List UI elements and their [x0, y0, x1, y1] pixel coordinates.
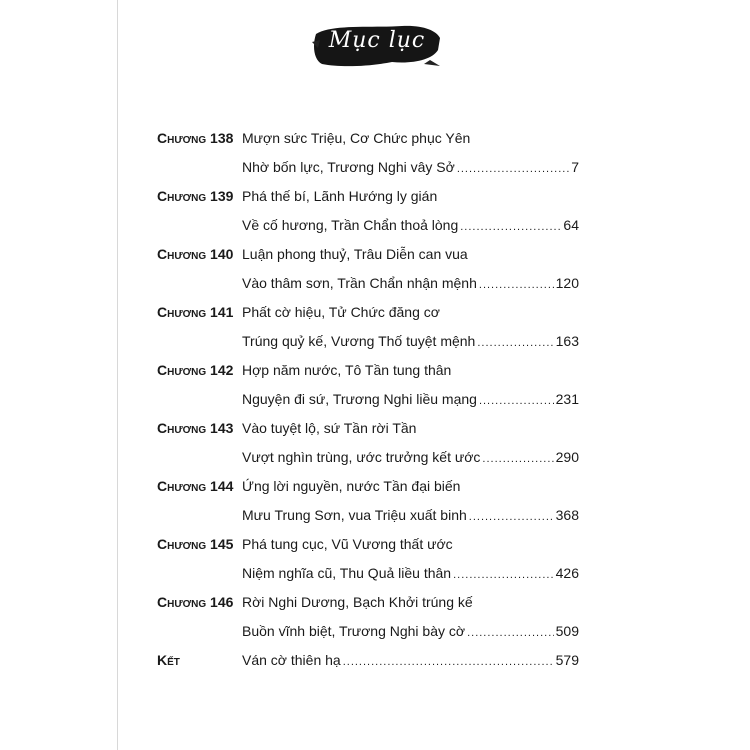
dot-leader [453, 561, 554, 590]
chapter-title-line2: Nguyện đi sứ, Trương Nghi liều mạng [242, 391, 477, 407]
chapter-title [242, 153, 579, 184]
page-number: 64 [563, 217, 579, 233]
page-edge [117, 0, 118, 750]
chapter-title [242, 240, 579, 269]
toc-entry-line[interactable] [157, 530, 579, 559]
ending-label: Kết [157, 652, 180, 668]
chapter-title-line2: Về cố hương, Trần Chẩn thoả lòng [242, 217, 459, 233]
table-of-contents [157, 124, 579, 675]
chapter-title [242, 298, 579, 327]
dot-leader [482, 445, 553, 474]
toc-entry-line[interactable] [157, 211, 579, 240]
chapter-title [242, 356, 579, 385]
chapter-title [242, 472, 579, 501]
ending-title [242, 646, 579, 677]
dot-leader [479, 387, 554, 416]
toc-entry-line[interactable] [157, 501, 579, 530]
dot-leader [479, 271, 554, 300]
chapter-title [242, 385, 579, 416]
page-number: 579 [555, 652, 579, 668]
chapter-title-line2: Trúng quỷ kế, Vương Thố tuyệt mệnh [242, 333, 476, 349]
chapter-title-line1: Hợp năm nước, Tô Tần tung thân [242, 362, 452, 378]
chapter-title-line1: Rời Nghi Dương, Bạch Khởi trúng kế [242, 594, 473, 610]
toc-entry-line[interactable] [157, 124, 579, 153]
toc-entry-line[interactable] [157, 153, 579, 182]
chapter-title [242, 327, 579, 358]
chapter-title-line2: Mưu Trung Sơn, vua Triệu xuất binh [242, 507, 467, 523]
dot-leader [457, 155, 569, 184]
toc-entry-line[interactable] [157, 327, 579, 356]
chapter-title-line2: Vào thâm sơn, Trần Chẩn nhận mệnh [242, 275, 477, 291]
toc-entry-line[interactable] [157, 559, 579, 588]
page-number: 7 [571, 159, 579, 175]
dot-leader [460, 213, 561, 242]
toc-entry-line[interactable] [157, 414, 579, 443]
chapter-title [242, 588, 579, 617]
chapter-label: Chương 141 [157, 304, 234, 320]
page-number: 290 [555, 449, 579, 465]
chapter-label: Chương 139 [157, 188, 234, 204]
chapter-label: Chương 145 [157, 536, 234, 552]
chapter-title-line1: Phất cờ hiệu, Tử Chức đăng cơ [242, 304, 440, 320]
chapter-title [242, 182, 579, 211]
toc-entry-line[interactable] [157, 385, 579, 414]
toc-entry-line[interactable] [157, 472, 579, 501]
chapter-label: Chương 142 [157, 362, 234, 378]
dot-leader [469, 503, 554, 532]
toc-entry-line[interactable] [157, 298, 579, 327]
page-number: 368 [555, 507, 579, 523]
chapter-title-line2: Nhờ bốn lực, Trương Nghi vây Sở [242, 159, 455, 175]
chapter-title [242, 269, 579, 300]
chapter-label: Chương 140 [157, 246, 234, 262]
chapter-title-line2: Vượt nghìn trùng, ước trưởng kết ước [242, 449, 481, 465]
toc-entry-ending[interactable] [157, 646, 579, 675]
chapter-label: Chương 138 [157, 130, 234, 146]
chapter-title-line1: Luận phong thuỷ, Trâu Diễn can vua [242, 246, 468, 262]
toc-heading [312, 20, 442, 72]
chapter-title [242, 443, 579, 474]
page-number: 426 [555, 565, 579, 581]
toc-entry-line[interactable] [157, 182, 579, 211]
dot-leader [477, 329, 553, 358]
page-number: 509 [555, 623, 579, 639]
toc-entry-line[interactable] [157, 617, 579, 646]
chapter-title [242, 501, 579, 532]
chapter-title-line1: Vào tuyệt lộ, sứ Tần rời Tần [242, 420, 417, 436]
chapter-label: Chương 144 [157, 478, 234, 494]
chapter-title-line1: Mượn sức Triệu, Cơ Chức phục Yên [242, 130, 471, 146]
chapter-title [242, 559, 579, 590]
chapter-title [242, 211, 579, 242]
chapter-label: Chương 146 [157, 594, 234, 610]
dot-leader [467, 619, 554, 648]
toc-entry-line[interactable] [157, 240, 579, 269]
chapter-title [242, 414, 579, 443]
chapter-title-line2: Niệm nghĩa cũ, Thu Quả liều thân [242, 565, 452, 581]
toc-entry-line[interactable] [157, 588, 579, 617]
chapter-label: Chương 143 [157, 420, 234, 436]
chapter-title [242, 124, 579, 153]
page-number: 231 [555, 391, 579, 407]
chapter-title-line1: Phá thế bí, Lãnh Hướng ly gián [242, 188, 438, 204]
toc-entry-line[interactable] [157, 269, 579, 298]
page-number: 120 [555, 275, 579, 291]
toc-title: Mục lục [328, 28, 426, 53]
chapter-title-line1: Ứng lời nguyền, nước Tần đại biến [242, 478, 461, 494]
dot-leader [343, 648, 554, 677]
chapter-title-line1: Phá tung cục, Vũ Vương thất ước [242, 536, 453, 552]
chapter-title-line2: Buồn vĩnh biệt, Trương Nghi bày cờ [242, 623, 466, 639]
page-number: 163 [555, 333, 579, 349]
chapter-title [242, 617, 579, 648]
toc-entry-line[interactable] [157, 443, 579, 472]
chapter-title [242, 530, 579, 559]
toc-entry-line[interactable] [157, 356, 579, 385]
ending-title-text: Ván cờ thiên hạ [242, 652, 341, 668]
